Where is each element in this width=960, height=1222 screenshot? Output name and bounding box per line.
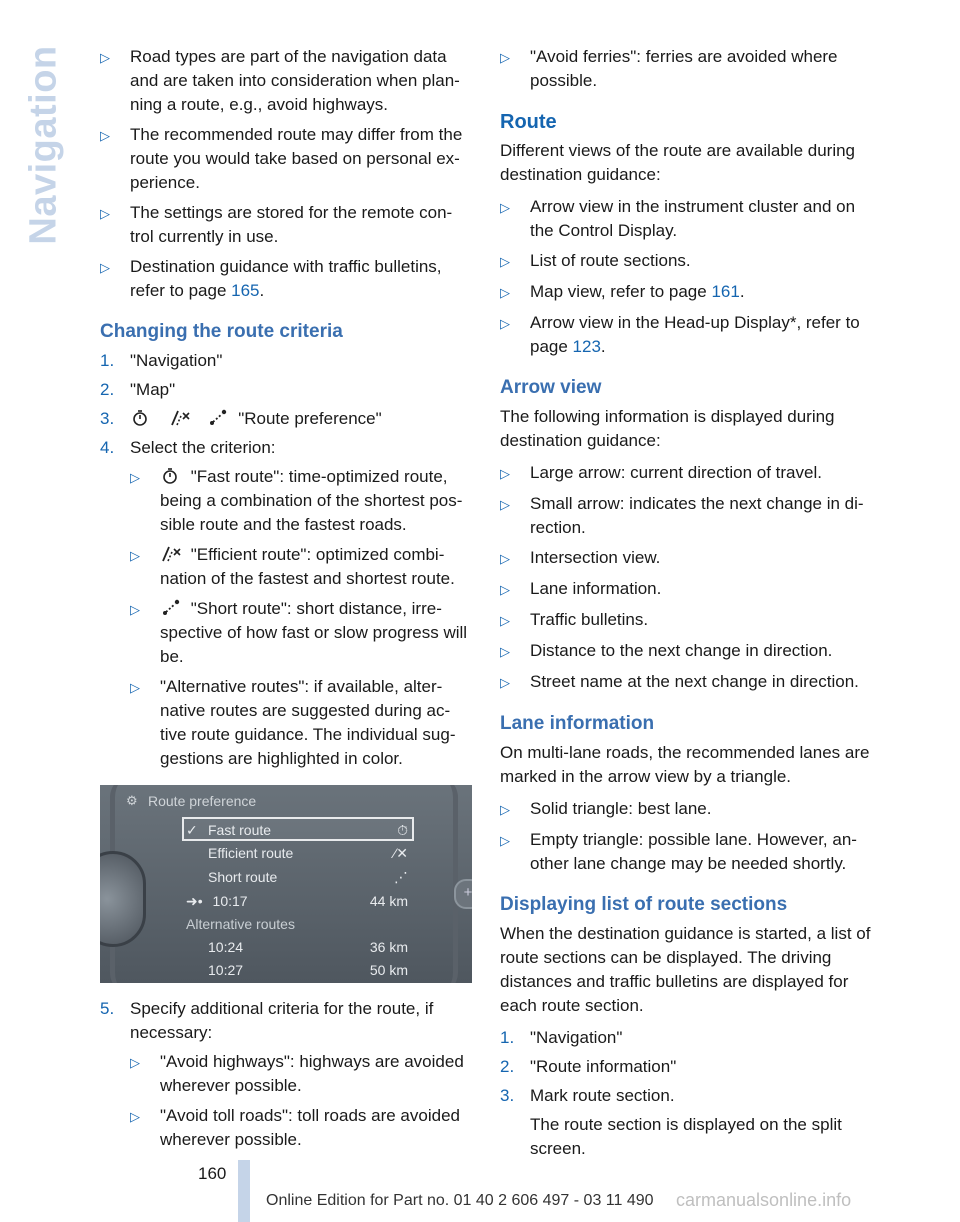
short-route-icon: ⋰: [394, 869, 408, 885]
bullet-triangle-icon: ▷: [500, 497, 510, 512]
list-item: ▷ Empty triangle: possible lane. However, an-other lane change may be needed shortly.: [500, 828, 878, 876]
list-item: ▷ Distance to the next change in direction.: [500, 639, 878, 664]
list-item: ▷ "Fast route": time-optimized route, being a combination of the shortest pos-sible route and the fastest roads.: [130, 465, 475, 537]
list-item: ▷ Arrow view in the Head-up Display*, refer to page 123.: [500, 311, 878, 359]
list-item: ▷ Road types are part of the navigation data and are taken into consideration when plan-ning a route, e.g., avoid highways.: [100, 45, 475, 117]
bullet-triangle-icon: ▷: [100, 206, 110, 221]
chapter-title: Navigation: [22, 45, 65, 245]
route-option: ➜• 10:17: [186, 893, 248, 909]
list-item: ▷ List of route sections.: [500, 249, 878, 274]
bullet-triangle-icon: ▷: [500, 644, 510, 659]
plus-icon: +: [454, 879, 472, 909]
chapter-tab: [24, 40, 64, 250]
list-item: ▷ Lane information.: [500, 577, 878, 602]
bullet-triangle-icon: ▷: [500, 613, 510, 628]
page-footer: [0, 1160, 960, 1222]
menu-option: ✓ Fast route: [208, 818, 408, 842]
page-link[interactable]: 123: [572, 337, 601, 356]
list-item: ▷ Arrow view in the instrument cluster and on the Control Display.: [500, 195, 878, 243]
list-item: ▷ "Avoid toll roads": toll roads are avoided wherever possible.: [130, 1104, 475, 1152]
step-note: The route section is displayed on the split screen.: [530, 1115, 842, 1158]
stopwatch-icon: [130, 409, 152, 427]
checkmark-icon: ✓: [186, 822, 198, 838]
edition-text: Online Edition for Part no. 01 40 2 606 497 - 03 11 490: [266, 1192, 654, 1209]
list-item: ▷ Map view, refer to page 161.: [500, 280, 878, 305]
section-heading: Displaying list of route sections: [500, 894, 788, 915]
step: 1. "Navigation": [100, 351, 223, 370]
stopwatch-icon: [160, 467, 182, 485]
bullet-triangle-icon: ▷: [500, 200, 510, 215]
bullet-triangle-icon: ▷: [500, 254, 510, 269]
step: 3. "Route preference": [100, 409, 382, 428]
control-display-screenshot: + ⚙ Route preference ✓ Fast route ⏱ Efficient route ⁄✕ Short route ⋰ ➜• 10:17 44 km Alternative routes 10:24 36 km 10:27 50 km: [100, 785, 472, 983]
list-item: ▷ Destination guidance with traffic bulletins, refer to page 165.: [100, 255, 475, 303]
step: 1. "Navigation": [500, 1028, 623, 1047]
step: 3. Mark route section.: [500, 1086, 675, 1105]
screen-header: ⚙ Route preference: [148, 789, 256, 813]
paragraph: When the destination guidance is started, a list of route sections can be displayed. The driving distances and traffic bulletins are displayed for each route section.: [500, 924, 871, 1015]
controller-knob: [100, 851, 146, 947]
section-heading: Changing the route criteria: [100, 321, 343, 342]
list-item: ▷ "Alternative routes": if available, alter-native routes are suggested during ac-tive route guidance. The individual sug-gestions are highlighted in color.: [130, 675, 475, 771]
paragraph: Different views of the route are available during destination guidance:: [500, 141, 855, 184]
footer-divider: [238, 1160, 250, 1222]
short-route-icon: [160, 599, 182, 617]
menu-option: Efficient route: [208, 845, 294, 861]
list-item: ▷ "Avoid ferries": ferries are avoided where possible.: [500, 45, 878, 93]
list-item: ▷ Solid triangle: best lane.: [500, 797, 878, 822]
step: 2. "Route information": [500, 1057, 677, 1076]
list-item: ▷ Street name at the next change in direction.: [500, 670, 878, 695]
alternative-time: 10:24: [208, 939, 244, 955]
bullet-triangle-icon: ▷: [500, 466, 510, 481]
bullet-triangle-icon: ▷: [500, 675, 510, 690]
efficient-route-icon: [160, 545, 182, 563]
bullet-triangle-icon: ▷: [130, 548, 140, 563]
bullet-triangle-icon: ▷: [500, 833, 510, 848]
section-heading: Arrow view: [500, 377, 602, 398]
list-item: ▷ Intersection view.: [500, 546, 878, 571]
bullet-triangle-icon: ▷: [130, 680, 140, 695]
alternative-time: 10:27: [208, 962, 244, 978]
efficient-route-icon: ⁄✕: [393, 845, 408, 861]
bullet-triangle-icon: ▷: [100, 50, 110, 65]
bullet-triangle-icon: ▷: [500, 802, 510, 817]
paragraph: On multi-lane roads, the recommended lanes are marked in the arrow view by a triangle.: [500, 743, 870, 786]
section-heading: Lane information: [500, 713, 655, 734]
page-number: 160: [198, 1164, 227, 1183]
list-item: ▷ "Avoid highways": highways are avoided wherever possible.: [130, 1050, 475, 1098]
right-column: [500, 45, 878, 1167]
list-item: ▷ The settings are stored for the remote con-trol currently in use.: [100, 201, 475, 249]
settings-icon: ⚙: [126, 793, 138, 808]
list-item: ▷ Traffic bulletins.: [500, 608, 878, 633]
page-link[interactable]: 165: [231, 281, 260, 300]
bullet-triangle-icon: ▷: [500, 285, 510, 300]
menu-option: Short route: [208, 869, 278, 885]
list-item: ▷ Small arrow: indicates the next change in di-rection.: [500, 492, 878, 540]
list-item: ▷ Large arrow: current direction of travel.: [500, 461, 878, 486]
avoid-list: [130, 1050, 475, 1152]
watermark: carmanualsonline.info: [676, 1190, 852, 1210]
alternative-distance: 36 km: [369, 939, 408, 955]
short-route-icon: [207, 409, 229, 427]
step: 4. Select the criterion:: [100, 438, 276, 457]
bullet-triangle-icon: ▷: [130, 470, 140, 485]
bullet-triangle-icon: ▷: [500, 50, 510, 65]
bullet-triangle-icon: ▷: [130, 602, 140, 617]
bullet-triangle-icon: ▷: [130, 1055, 140, 1070]
criteria-list: [130, 465, 475, 771]
list-item: ▷ "Short route": short distance, irre-spective of how fast or slow progress will be.: [130, 597, 475, 669]
list-item: ▷ "Efficient route": optimized combi-nation of the fastest and shortest route.: [130, 543, 475, 591]
page-link[interactable]: 161: [711, 282, 740, 301]
bullet-triangle-icon: ▷: [500, 582, 510, 597]
bullet-triangle-icon: ▷: [100, 260, 110, 275]
route-arrow-icon: ➜•: [186, 893, 203, 909]
bullet-triangle-icon: ▷: [500, 316, 510, 331]
efficient-route-icon: [169, 409, 191, 427]
list-item: ▷ The recommended route may differ from the route you would take based on personal ex-perience.: [100, 123, 475, 195]
bullet-triangle-icon: ▷: [500, 551, 510, 566]
section-heading: Route: [500, 111, 557, 133]
alternative-distance: 50 km: [369, 962, 408, 978]
alternatives-label: Alternative routes: [186, 916, 295, 932]
step: 2. "Map": [100, 380, 176, 399]
left-column: [100, 45, 475, 1158]
bullet-triangle-icon: ▷: [130, 1109, 140, 1124]
paragraph: The following information is displayed during destination guidance:: [500, 407, 835, 450]
bullet-triangle-icon: ▷: [100, 128, 110, 143]
stopwatch-icon: ⏱: [397, 822, 408, 838]
step: 5. Specify additional criteria for the route, if necessary:: [100, 999, 434, 1042]
